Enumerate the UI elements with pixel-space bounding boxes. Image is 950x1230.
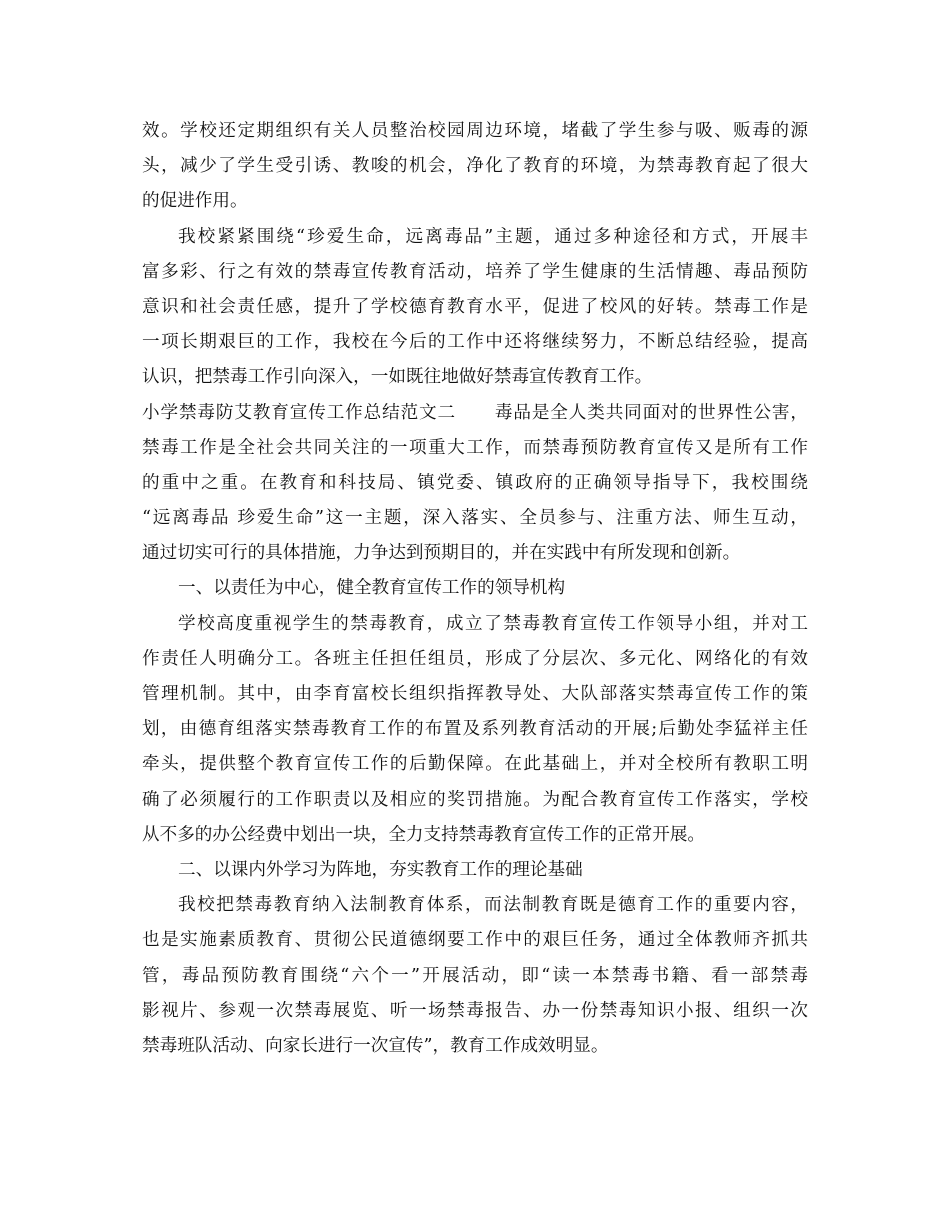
text-line: 作责任人明确分工。各班主任担任组员，形成了分层次、多元化、网络化的有效: [142, 648, 808, 669]
text-line: 禁毒工作是全社会共同关注的一项重大工作，而禁毒预防教育宣传又是所有工作: [142, 437, 808, 458]
text-line: 影视片、参观一次禁毒展览、听一场禁毒报告、办一份禁毒知识小报、组织一次: [142, 1000, 808, 1021]
text-line: “远离毒品 珍爱生命”这一主题，深入落实、全员参与、注重方法、师生互动，: [142, 508, 808, 529]
text-line: 的重中之重。在教育和科技局、镇党委、镇政府的正确领导指导下，我校围绕: [142, 472, 808, 493]
text-line: 也是实施素质教育、贯彻公民道德纲要工作中的艰巨任务，通过全体教师齐抓共: [142, 930, 808, 951]
paragraph-leadership: [142, 607, 808, 853]
text-line: 我校紧紧围绕“珍爱生命，远离毒品”主题，通过多种途径和方式，开展丰: [178, 226, 808, 247]
text-line: 头，减少了学生受引诱、教唆的机会，净化了教育的环境，为禁毒教育起了很大: [142, 156, 808, 177]
document-body: [142, 114, 808, 1064]
section-heading-one: [142, 571, 808, 606]
text-line: 的促进作用。: [142, 191, 248, 212]
text-line: 通过切实可行的具体措施，力争达到预期目的，并在实践中有所发现和创新。: [142, 543, 741, 564]
paragraph-second-article: [142, 396, 808, 572]
text-line: 效。学校还定期组织有关人员整治校园周边环境，堵截了学生参与吸、贩毒的源: [142, 121, 808, 141]
text-line: 牵头，提供整个教育宣传工作的后勤保障。在此基础上，并对全校所有教职工明: [142, 754, 808, 775]
paragraph-continuation: [142, 114, 808, 220]
text-line: 认识，把禁毒工作引向深入，一如既往地做好禁毒宣传教育工作。: [142, 367, 653, 388]
text-line: 确了必须履行的工作职责以及相应的奖罚措施。为配合教育宣传工作落实，学校: [142, 789, 808, 810]
text-line: 我校把禁毒教育纳入法制教育体系，而法制教育既是德育工作的重要内容，: [178, 895, 808, 916]
text-line: 意识和社会责任感，提升了学校德育教育水平，促进了校风的好转。禁毒工作是: [142, 296, 808, 317]
text-line: 一项长期艰巨的工作，我校在今后的工作中还将继续努力，不断总结经验，提高: [142, 332, 808, 353]
article-intro: 毒品是全人类共同面对的世界性公害，: [494, 402, 808, 423]
article-title: 小学禁毒防艾教育宣传工作总结范文二: [142, 402, 456, 423]
text-line: 划，由德育组落实禁毒教育工作的布置及系列教育活动的开展;后勤处李猛祥主任: [142, 719, 808, 740]
paragraph-summary: [142, 220, 808, 396]
text-line: [142, 396, 808, 431]
text-line: 管理机制。其中，由李育富校长组织指挥教导处、大队部落实禁毒宣传工作的策: [142, 684, 808, 704]
text-line: 富多彩、行之有效的禁毒宣传教育活动，培养了学生健康的生活情趣、毒品预防: [142, 261, 808, 282]
text-line: 禁毒班队活动、向家长进行一次宣传”，教育工作成效明显。: [142, 1035, 609, 1056]
paragraph-law-education: [142, 888, 808, 1064]
text-line: 从不多的办公经费中划出一块，全力支持禁毒教育宣传工作的正常开展。: [142, 824, 706, 845]
section-heading: 二、以课内外学习为阵地，夯实教育工作的理论基础: [178, 859, 583, 880]
section-heading-two: [142, 853, 808, 888]
section-heading: 一、以责任为中心，健全教育宣传工作的领导机构: [178, 578, 566, 599]
text-line: 管，毒品预防教育围绕“六个一”开展活动，即“读一本禁毒书籍、看一部禁毒: [142, 965, 808, 986]
text-line: 学校高度重视学生的禁毒教育，成立了禁毒教育宣传工作领导小组，并对工: [178, 613, 808, 634]
